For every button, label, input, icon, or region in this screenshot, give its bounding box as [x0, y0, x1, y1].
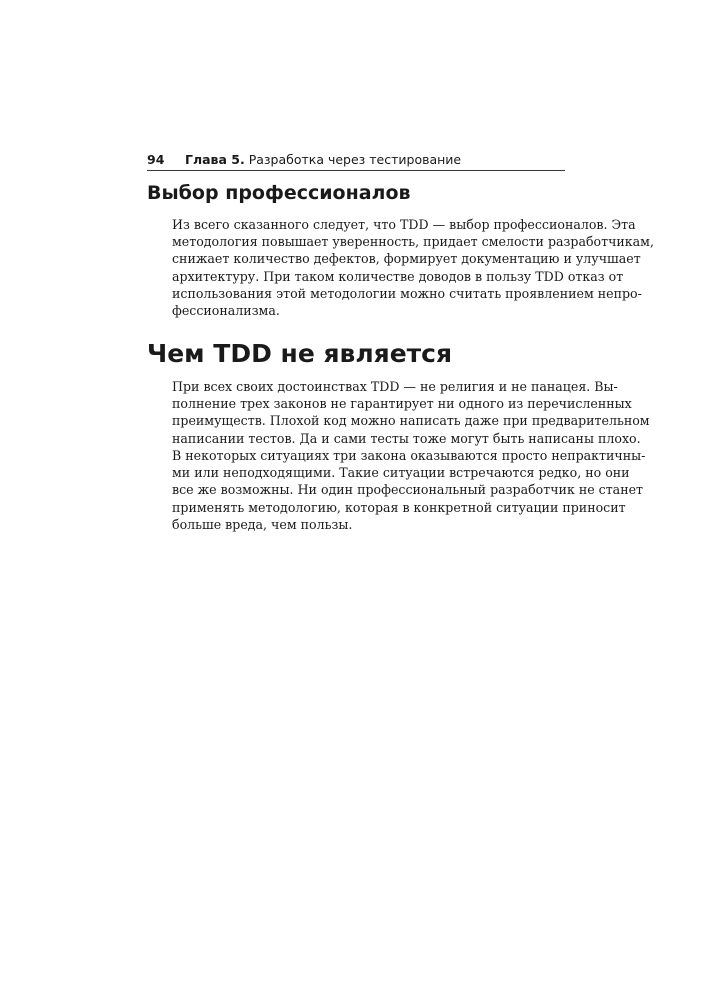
header-rule [147, 170, 565, 171]
paragraph-impractical-situations [172, 447, 646, 533]
text-line: Из всего сказанного следует, что TDD — выбор профессионалов. Эта [172, 217, 636, 232]
text-line: полнение трех законов не гарантирует ни одного из перечисленных [172, 396, 632, 412]
text-line: методология повышает уверенность, придает смелости разработчикам, [172, 234, 654, 250]
text-line: фессионализма. [172, 303, 280, 319]
text-line: использования этой методологии можно считать проявлением непро- [172, 285, 642, 301]
section-heading-professional-choice: Выбор профессионалов [147, 182, 411, 204]
chapter-label: Глава 5. [185, 152, 245, 167]
text-line: написании тестов. Да и сами тесты тоже могут быть написаны плохо. [172, 430, 641, 446]
text-line: больше вреда, чем пользы. [172, 516, 353, 532]
text-line: архитектуру. При таком количестве доводов в пользу TDD отказ от [172, 268, 624, 284]
page-number: 94 [147, 152, 165, 167]
text-line: При всех своих достоинствах TDD — не религия и не панацея. Вы- [172, 379, 618, 394]
chapter-title: Разработка через тестирование [248, 152, 462, 167]
text-line: В некоторых ситуациях три закона оказываются просто непрактичны- [172, 448, 646, 463]
paragraph-not-a-religion [172, 378, 650, 447]
text-line: применять методологию, которая в конкретной ситуации приносит [172, 499, 626, 515]
text-line: все же возможны. Ни один профессиональный разработчик не станет [172, 482, 644, 498]
text-line: ми или неподходящими. Такие ситуации встречаются редко, но они [172, 465, 630, 481]
text-line: преимуществ. Плохой код можно написать даже при предварительном [172, 413, 650, 429]
chapter-section-heading-what-tdd-is-not: Чем TDD не является [147, 339, 453, 368]
paragraph-professional-choice [172, 216, 654, 319]
text-line: снижает количество дефектов, формирует документацию и улучшает [172, 251, 641, 267]
running-header [147, 151, 565, 171]
